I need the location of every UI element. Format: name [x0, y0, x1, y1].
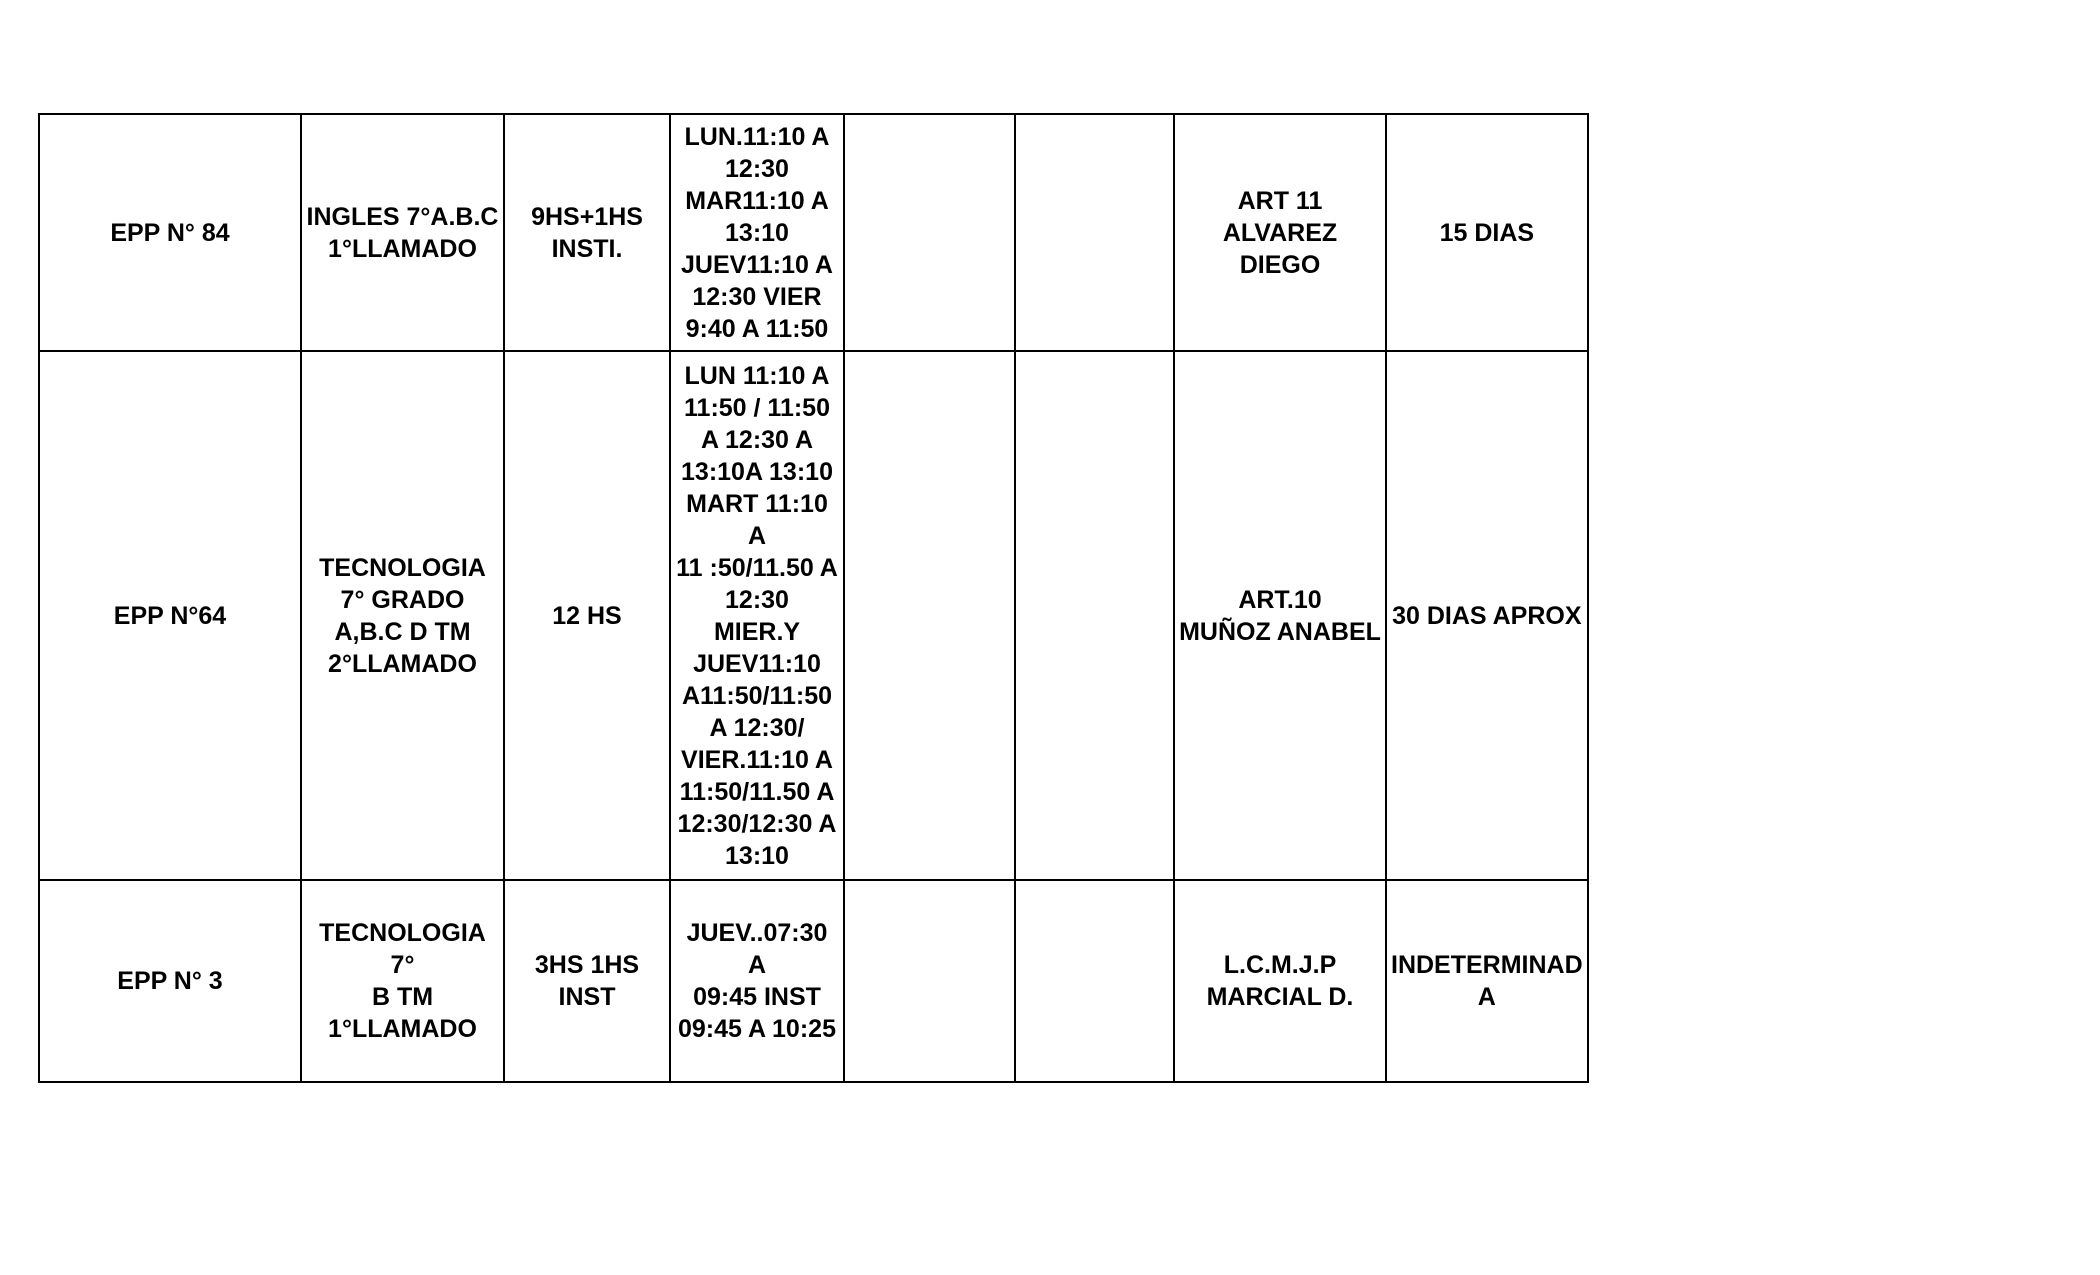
schedule-cell: LUN 11:10 A 11:50 / 11:50 A 12:30 A 13:10A 13:10 MART 11:10 A 11 :50/11.50 A 12:30 MIER.Y JUEV11:10 A11:50/11:50 A 12:30/ VIER.11:10 A 11:50/11.50 A 12:30/12:30 A 13:10 — [670, 351, 844, 880]
table-row — [39, 114, 1588, 351]
duration-cell: 30 DIAS APROX — [1386, 351, 1588, 880]
empty-cell — [844, 351, 1015, 880]
school-cell: EPP N° 3 — [39, 880, 301, 1082]
reason-cell: L.C.M.J.P MARCIAL D. — [1174, 880, 1386, 1082]
hours-cell: 3HS 1HS INST — [504, 880, 670, 1082]
table-row — [39, 880, 1588, 1082]
table-row — [39, 351, 1588, 880]
subject-cell: INGLES 7°A.B.C 1°LLAMADO — [301, 114, 504, 351]
empty-cell — [844, 114, 1015, 351]
empty-cell — [1015, 880, 1174, 1082]
school-cell: EPP N° 84 — [39, 114, 301, 351]
schedule-cell: LUN.11:10 A 12:30 MAR11:10 A 13:10 JUEV11:10 A 12:30 VIER 9:40 A 11:50 — [670, 114, 844, 351]
empty-cell — [1015, 114, 1174, 351]
subject-cell: TECNOLOGIA 7° GRADO A,B.C D TM 2°LLAMADO — [301, 351, 504, 880]
empty-cell — [1015, 351, 1174, 880]
duration-cell: 15 DIAS — [1386, 114, 1588, 351]
reason-cell: ART 11 ALVAREZ DIEGO — [1174, 114, 1386, 351]
schedule-cell: JUEV..07:30 A 09:45 INST 09:45 A 10:25 — [670, 880, 844, 1082]
school-cell: EPP N°64 — [39, 351, 301, 880]
empty-cell — [844, 880, 1015, 1082]
hours-cell: 12 HS — [504, 351, 670, 880]
subject-cell: TECNOLOGIA 7° B TM 1°LLAMADO — [301, 880, 504, 1082]
reason-cell: ART.10 MUÑOZ ANABEL — [1174, 351, 1386, 880]
hours-cell: 9HS+1HS INSTI. — [504, 114, 670, 351]
vacancy-table — [38, 113, 1589, 1083]
duration-cell: INDETERMINAD A — [1386, 880, 1588, 1082]
